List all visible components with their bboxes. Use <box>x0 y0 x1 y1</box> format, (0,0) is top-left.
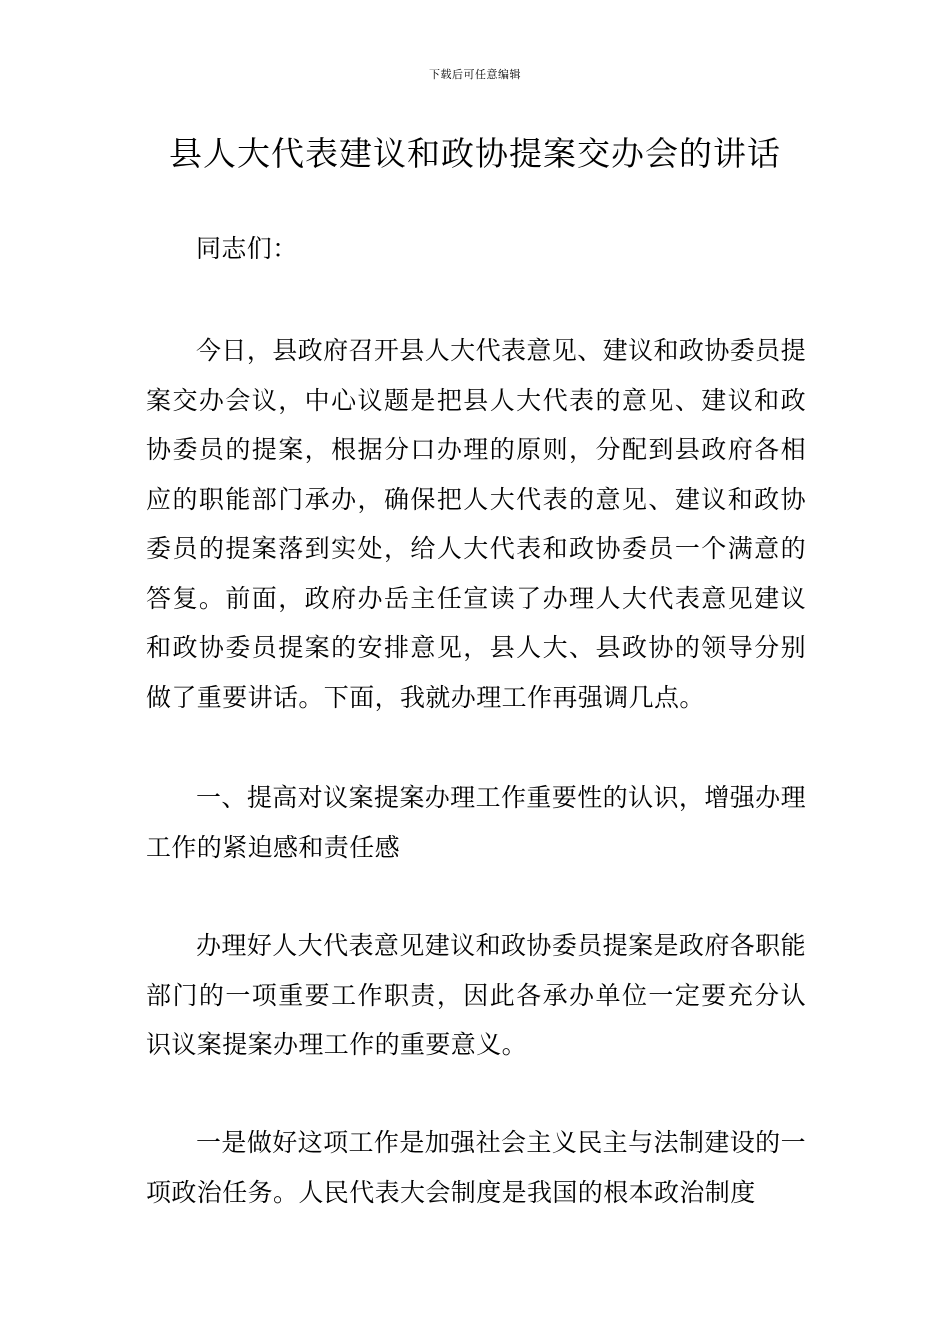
document-title: 县人大代表建议和政协提案交办会的讲话 <box>169 134 781 173</box>
paragraph-responsibility: 办理好人大代表意见建议和政协委员提案是政府各职能部门的一项重要工作职责，因此各承办单位一定要充分认识议案提案办理工作的重要意义。 <box>146 931 806 1059</box>
paragraph-point-one: 一是做好这项工作是加强社会主义民主与法制建设的一项政治任务。人民代表大会制度是我国的根本政治制度 <box>146 1128 806 1207</box>
page-header-note: 下载后可任意编辑 <box>429 68 521 81</box>
paragraph-intro: 今日，县政府召开县人大代表意见、建议和政协委员提案交办会议，中心议题是把县人大代表的意见、建议和政协委员的提案，根据分口办理的原则，分配到县政府各相应的职能部门承办，确保把人大代表的意见、建议和政协委员的提案落到实处，给人大代表和政协委员一个满意的答复。前面，政府办岳主任宣读了办理人大代表意见建议和政协委员提案的安排意见，县人大、县政协的领导分别做了重要讲话。下面，我就办理工作再强调几点。 <box>146 336 806 712</box>
section-heading-1: 一、提高对议案提案办理工作重要性的认识，增强办理工作的紧迫感和责任感 <box>146 783 806 862</box>
salutation: 同志们： <box>196 234 298 263</box>
